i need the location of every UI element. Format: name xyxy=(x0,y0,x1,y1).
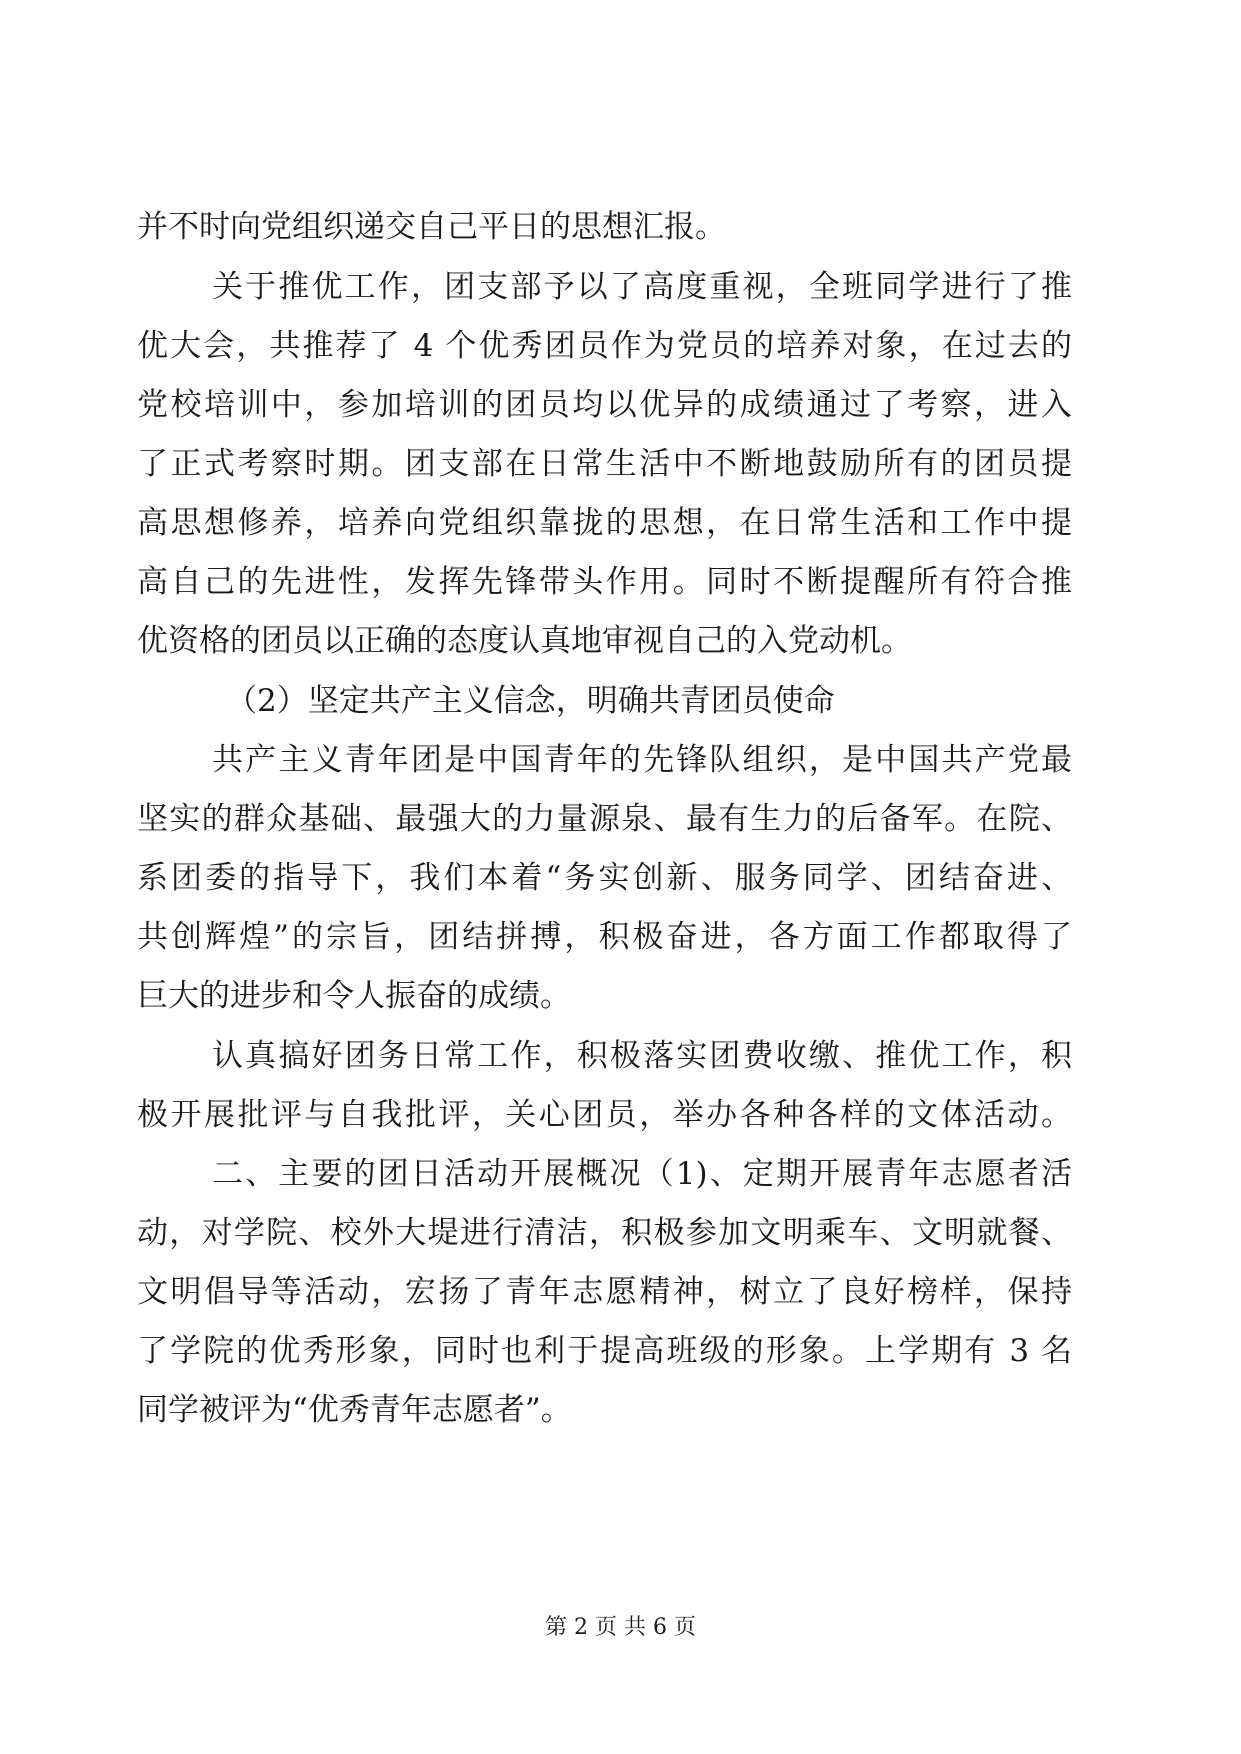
paragraph-start-line: 关于推优工作，团支部予以了高度重视，全班同学进行了推 xyxy=(212,269,1072,305)
text-line: 了正式考察时期。团支部在日常生活中不断地鼓励所有的团员提 xyxy=(137,446,1072,482)
text-line: 优大会，共推荐了 4 个优秀团员作为党员的培养对象，在过去的 xyxy=(137,328,1072,364)
paragraph-start-line: 认真搞好团务日常工作，积极落实团费收缴、推优工作，积 xyxy=(212,1038,1072,1074)
text-line: 巨大的进步和令人振奋的成绩。 xyxy=(137,978,571,1014)
text-line: 文明倡导等活动，宏扬了青年志愿精神，树立了良好榜样，保持 xyxy=(137,1274,1072,1310)
paragraph-start-line: 二、主要的团日活动开展概况（1)、定期开展青年志愿者活 xyxy=(212,1156,1072,1192)
text-line: 极开展批评与自我批评，关心团员，举办各种各样的文体活动。 xyxy=(137,1097,1072,1133)
text-line: 优资格的团员以正确的态度认真地审视自己的入党动机。 xyxy=(137,623,912,659)
text-line: 了学院的优秀形象，同时也利于提高班级的形象。上学期有 3 名 xyxy=(137,1333,1072,1369)
text-line: 坚实的群众基础、最强大的力量源泉、最有生力的后备军。在院、 xyxy=(137,801,1072,837)
page-number-footer: 第 2 页 共 6 页 xyxy=(545,1615,696,1640)
text-line: 高自己的先进性，发挥先锋带头作用。同时不断提醒所有符合推 xyxy=(137,564,1072,600)
text-line: 同学被评为“优秀青年志愿者”。 xyxy=(137,1392,572,1428)
paragraph-start-line: 共产主义青年团是中国青年的先锋队组织，是中国共产党最 xyxy=(212,742,1072,778)
text-line: 高思想修养，培养向党组织靠拢的思想，在日常生活和工作中提 xyxy=(137,505,1072,541)
text-line: 党校培训中，参加培训的团员均以优异的成绩通过了考察，进入 xyxy=(137,387,1072,423)
text-line: 系团委的指导下，我们本着“务实创新、服务同学、团结奋进、 xyxy=(137,860,1072,896)
section-heading: （2）坚定共产主义信念，明确共青团员使命 xyxy=(226,683,835,719)
text-line: 动，对学院、校外大堤进行清洁，积极参加文明乘车、文明就餐、 xyxy=(137,1215,1072,1251)
text-line: 并不时向党组织递交自己平日的思想汇报。 xyxy=(137,209,726,245)
text-line: 共创辉煌”的宗旨，团结拼搏，积极奋进，各方面工作都取得了 xyxy=(137,919,1072,955)
